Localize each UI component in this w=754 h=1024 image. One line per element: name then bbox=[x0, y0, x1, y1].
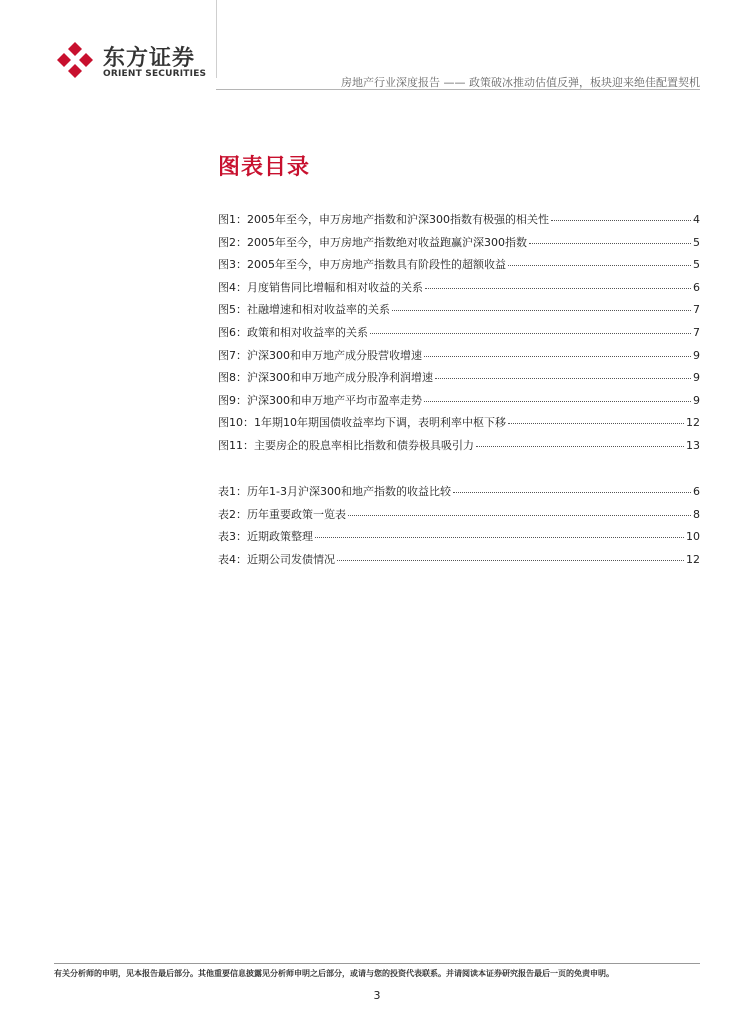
dot-leader bbox=[425, 287, 691, 289]
company-logo bbox=[55, 40, 215, 82]
header-rule bbox=[216, 89, 700, 90]
toc-entry-page: 9 bbox=[693, 348, 700, 362]
dot-leader bbox=[508, 422, 684, 424]
dot-leader bbox=[315, 536, 684, 538]
header-divider-line bbox=[216, 0, 217, 78]
report-running-title: 房地产行业深度报告 —— 政策破冰推动估值反弹，板块迎来绝佳配置契机 bbox=[341, 76, 700, 89]
dot-leader bbox=[476, 445, 684, 447]
toc-entry-label: 表4：近期公司发债情况 bbox=[218, 552, 335, 566]
dot-leader bbox=[508, 264, 691, 266]
dot-leader bbox=[424, 355, 691, 357]
footer-rule bbox=[54, 963, 700, 964]
toc-entry[interactable] bbox=[218, 483, 700, 506]
toc-entry-page: 6 bbox=[693, 485, 700, 498]
dot-leader bbox=[529, 242, 691, 244]
dot-leader bbox=[392, 309, 691, 311]
toc-entry[interactable] bbox=[218, 301, 700, 324]
dot-leader bbox=[551, 219, 691, 221]
toc-entry-label: 图5：社融增速和相对收益率的关系 bbox=[218, 303, 390, 317]
toc-entry-page: 6 bbox=[693, 280, 700, 294]
toc-entry[interactable] bbox=[218, 211, 700, 234]
toc-entry-page: 10 bbox=[686, 530, 700, 544]
toc-entry-label: 图3：2005年至今，申万房地产指数具有阶段性的超额收益 bbox=[218, 258, 506, 272]
toc-entry[interactable] bbox=[218, 369, 700, 392]
dot-leader bbox=[370, 332, 691, 334]
orient-securities-logo-icon bbox=[55, 40, 95, 80]
toc-entry[interactable] bbox=[218, 256, 700, 279]
toc-entry-page: 5 bbox=[693, 258, 700, 272]
toc-entry[interactable] bbox=[218, 551, 700, 574]
toc-entry-label: 图9：沪深300和申万地产平均市盈率走势 bbox=[218, 393, 422, 407]
page-number: 3 bbox=[373, 989, 381, 1002]
toc-entry[interactable] bbox=[218, 414, 700, 437]
toc-entry-page: 7 bbox=[693, 325, 700, 339]
toc-entry-label: 图7：沪深300和申万地产成分股营收增速 bbox=[218, 348, 422, 362]
toc-entry-page: 5 bbox=[693, 235, 700, 249]
toc-entry-page: 9 bbox=[693, 393, 700, 407]
toc-entry[interactable] bbox=[218, 279, 700, 302]
toc-entry-label: 图8：沪深300和申万地产成分股净利润增速 bbox=[218, 371, 433, 385]
toc-entry-page: 9 bbox=[693, 371, 700, 385]
toc-entry[interactable] bbox=[218, 392, 700, 415]
dot-leader bbox=[453, 491, 691, 493]
toc-entry-label: 图4：月度销售同比增幅和相对收益的关系 bbox=[218, 280, 423, 294]
toc-entry-label: 图11：主要房企的股息率相比指数和债券极具吸引力 bbox=[218, 438, 474, 452]
toc-entry-label: 图6：政策和相对收益率的关系 bbox=[218, 325, 368, 339]
toc-entry-page: 7 bbox=[693, 303, 700, 317]
toc-entry-label: 表1：历年1-3月沪深300和地产指数的收益比较 bbox=[218, 485, 451, 498]
toc-entry-label: 表2：历年重要政策一览表 bbox=[218, 507, 346, 521]
toc-title: 图表目录 bbox=[218, 155, 311, 180]
dot-leader bbox=[337, 559, 684, 561]
toc-entry-page: 12 bbox=[686, 416, 700, 430]
toc-entry[interactable] bbox=[218, 347, 700, 370]
table-list bbox=[218, 483, 700, 573]
toc-entry-label: 图2：2005年至今，申万房地产指数绝对收益跑赢沪深300指数 bbox=[218, 235, 527, 249]
toc-entry[interactable] bbox=[218, 324, 700, 347]
dot-leader bbox=[424, 400, 691, 402]
dot-leader bbox=[435, 377, 691, 379]
analyst-disclaimer: 有关分析师的申明，见本报告最后部分。其他重要信息披露见分析师申明之后部分，或请与您的投资代表联系。并请阅读本证券研究报告最后一页的免责申明。 bbox=[54, 969, 614, 978]
company-name-en: ORIENT SECURITIES bbox=[103, 69, 207, 79]
toc-entry[interactable] bbox=[218, 234, 700, 257]
company-name-cn: 东方证券 bbox=[103, 46, 196, 71]
toc-entry-page: 12 bbox=[686, 552, 700, 566]
toc-entry[interactable] bbox=[218, 506, 700, 529]
toc-entry-page: 13 bbox=[686, 438, 700, 452]
toc-entry[interactable] bbox=[218, 528, 700, 551]
toc-entry-label: 图10：1年期10年期国债收益率均下调，表明利率中枢下移 bbox=[218, 416, 506, 430]
toc-entry-page: 8 bbox=[693, 507, 700, 521]
dot-leader bbox=[348, 514, 691, 516]
figure-list bbox=[218, 211, 700, 460]
toc-entry-page: 4 bbox=[693, 213, 700, 226]
toc-entry-label: 表3：近期政策整理 bbox=[218, 530, 313, 544]
toc-entry-label: 图1：2005年至今，申万房地产指数和沪深300指数有极强的相关性 bbox=[218, 213, 549, 226]
toc-entry[interactable] bbox=[218, 437, 700, 460]
